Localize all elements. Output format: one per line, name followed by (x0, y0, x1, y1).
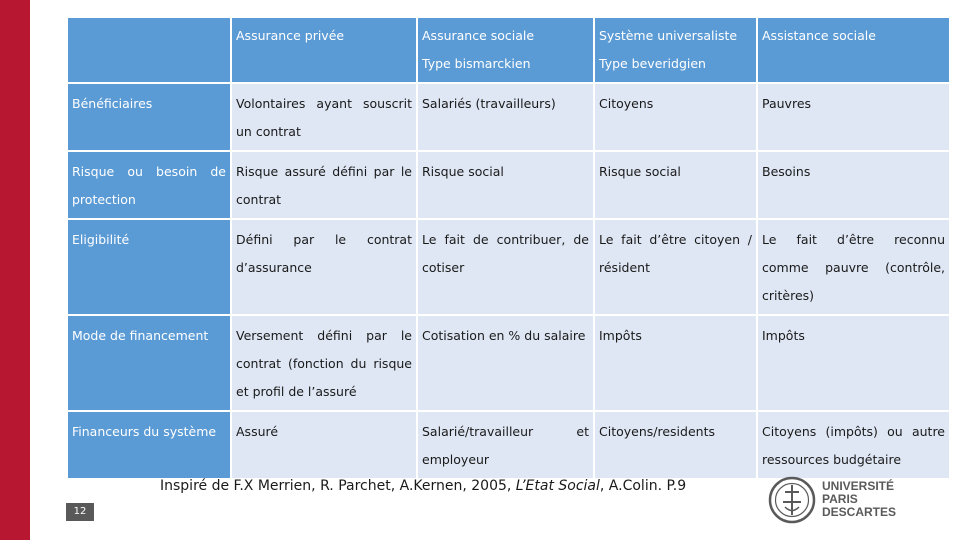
comparison-table (66, 16, 951, 480)
accent-bar (0, 0, 30, 540)
row-header: Risque ou besoin de protection (68, 152, 230, 218)
table-cell: Risque assuré défini par le contrat (232, 152, 416, 218)
table-row (68, 412, 949, 478)
table-row (68, 220, 949, 314)
table-cell: Salariés (travailleurs) (418, 84, 593, 150)
row-header: Mode de financement (68, 316, 230, 410)
logo-wordmark: UNIVERSITÉ PARIS DESCARTES (822, 479, 897, 519)
table-cell: Cotisation en % du salaire (418, 316, 593, 410)
table-cell: Citoyens (595, 84, 756, 150)
table-cell: Pauvres (758, 84, 949, 150)
seal-icon (768, 476, 816, 524)
header-assurance-privee: Assurance privée (232, 18, 416, 82)
table-cell: Besoins (758, 152, 949, 218)
header-assurance-sociale: Assurance sociale Type bismarckien (418, 18, 593, 82)
slide-number: 12 (66, 503, 94, 521)
table-header-row (68, 18, 949, 82)
table-cell: Assuré (232, 412, 416, 478)
table-row (68, 152, 949, 218)
header-assistance-sociale: Assistance sociale (758, 18, 949, 82)
source-caption: Inspiré de F.X Merrien, R. Parchet, A.Kernen, 2005, L’Etat Social, A.Colin. P.9 (160, 478, 687, 494)
row-header: Eligibilité (68, 220, 230, 314)
table-cell: Volontaires ayant souscrit un contrat (232, 84, 416, 150)
header-corner (68, 18, 230, 82)
table-cell: Le fait d’être citoyen / résident (595, 220, 756, 314)
row-header: Bénéficiaires (68, 84, 230, 150)
table-cell: Citoyens (impôts) ou autre ressources budgétaire (758, 412, 949, 478)
table-row (68, 316, 949, 410)
table-cell: Citoyens/residents (595, 412, 756, 478)
table-cell: Le fait de contribuer, de cotiser (418, 220, 593, 314)
table-cell: Risque social (418, 152, 593, 218)
table-row (68, 84, 949, 150)
table-cell: Impôts (595, 316, 756, 410)
table-cell: Le fait d’être reconnu comme pauvre (contrôle, critères) (758, 220, 949, 314)
row-header: Financeurs du système (68, 412, 230, 478)
table-cell: Défini par le contrat d’assurance (232, 220, 416, 314)
table-cell: Versement défini par le contrat (fonction du risque et profil de l’assuré (232, 316, 416, 410)
table-cell: Impôts (758, 316, 949, 410)
table-cell: Salarié/travailleur et employeur (418, 412, 593, 478)
university-logo (768, 476, 958, 528)
table-cell: Risque social (595, 152, 756, 218)
header-systeme-universaliste: Système universaliste Type beveridgien (595, 18, 756, 82)
